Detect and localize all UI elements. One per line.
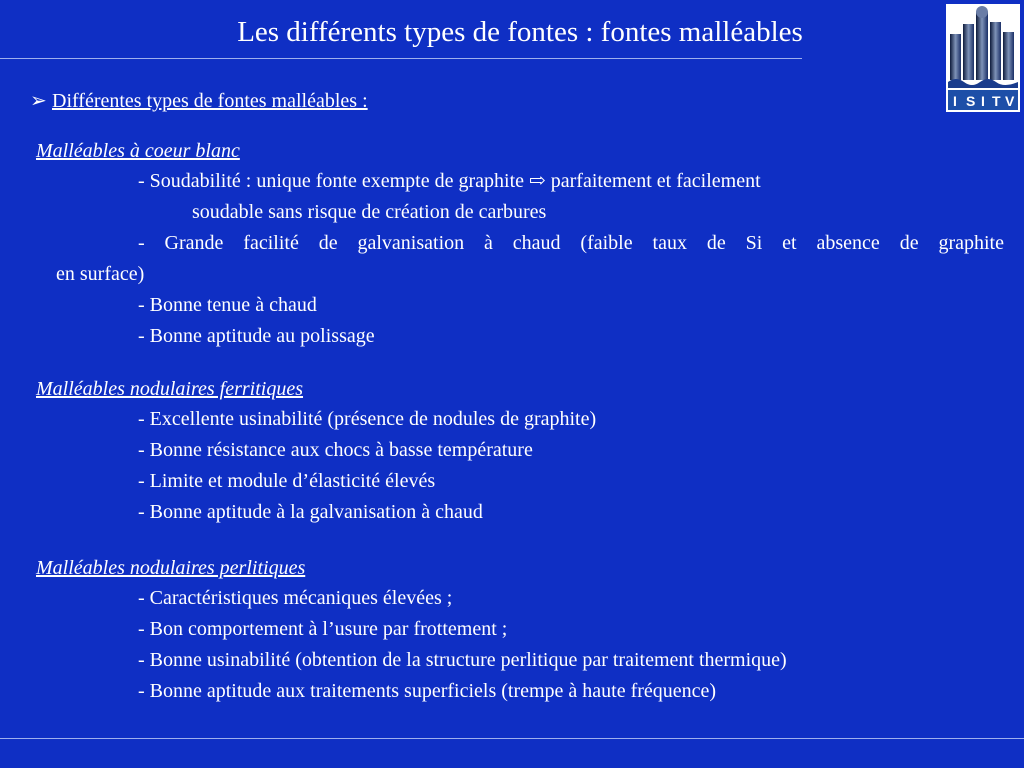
section-title: Malléables à coeur blanc	[36, 140, 240, 162]
section-nodulaires-ferritiques	[36, 374, 596, 528]
arrow-bullet-icon: ➢	[30, 90, 47, 112]
slide-title: Les différents types de fontes : fontes malléables	[237, 16, 803, 48]
isitv-logo	[946, 4, 1020, 112]
subtitle-bullet	[30, 88, 368, 114]
list-item: - Bon comportement à l’usure par frottement ;	[138, 618, 508, 640]
logo-letter: I	[953, 93, 957, 109]
list-item: - Bonne tenue à chaud	[138, 294, 317, 316]
section-title: Malléables nodulaires ferritiques	[36, 378, 304, 400]
list-item: - Bonne aptitude à la galvanisation à chaud	[138, 501, 483, 523]
list-item: - Bonne résistance aux chocs à basse température	[138, 439, 533, 461]
title-divider	[0, 58, 802, 59]
logo-letter: T	[992, 93, 1001, 109]
subtitle-text: Différentes types de fontes malléables :	[52, 90, 368, 112]
section-coeur-blanc	[36, 136, 1004, 352]
list-item: - Bonne usinabilité (obtention de la structure perlitique par traitement thermique)	[138, 649, 787, 671]
list-item: - Caractéristiques mécaniques élevées ;	[138, 587, 453, 609]
list-item: - Bonne aptitude au polissage	[138, 325, 375, 347]
section-title: Malléables nodulaires perlitiques	[36, 557, 306, 579]
list-item: - Grande facilité de galvanisation à chaud (faible taux de Si et absence de graphite	[138, 232, 1004, 254]
section-nodulaires-perlitiques	[36, 553, 787, 707]
list-item: - Limite et module d’élasticité élevés	[138, 470, 436, 492]
list-item: - Excellente usinabilité (présence de nodules de graphite)	[138, 408, 597, 430]
logo-letter: I	[981, 93, 985, 109]
list-item-continuation: soudable sans risque de création de carbures	[192, 201, 547, 223]
footer-divider	[0, 738, 1024, 739]
list-item: - Bonne aptitude aux traitements superficiels (trempe à haute fréquence)	[138, 680, 717, 702]
logo-letter: V	[1005, 93, 1015, 109]
list-item-continuation: en surface)	[56, 263, 145, 285]
logo-letter: S	[966, 93, 976, 109]
list-item: - Soudabilité : unique fonte exempte de graphite ⇨ parfaitement et facilement	[138, 170, 761, 192]
